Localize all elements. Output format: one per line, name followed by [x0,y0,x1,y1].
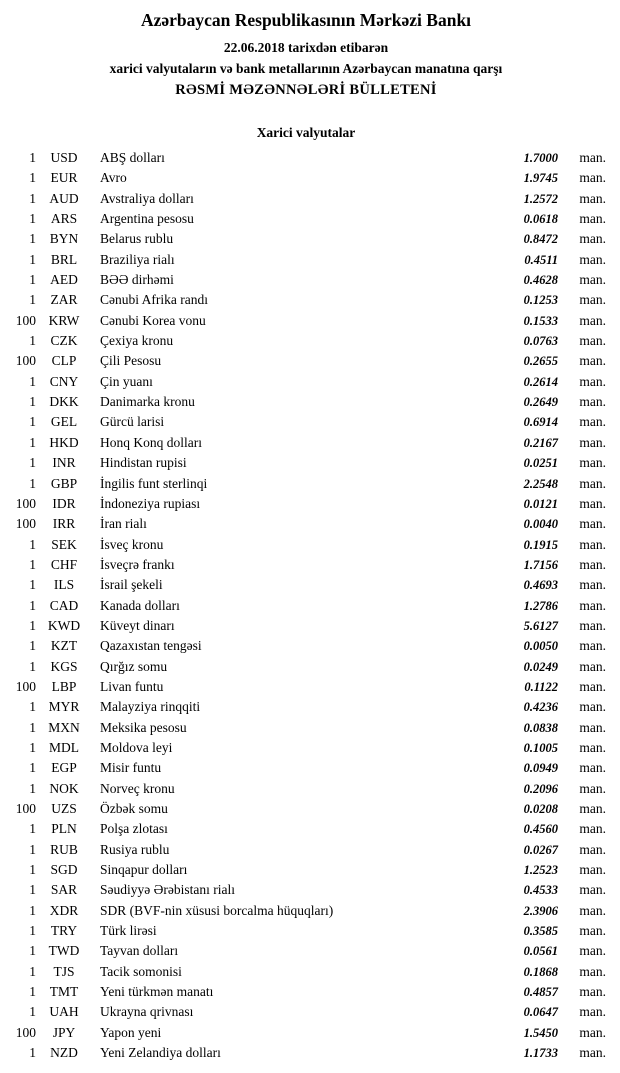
unit-label: man. [579,170,606,186]
header [6,10,606,99]
rate-value: 0.0249 [523,659,558,674]
quantity: 1 [29,1045,36,1061]
rate-value: 1.2523 [523,863,558,878]
rate-value: 0.4560 [523,822,558,837]
rate-row [6,697,606,717]
rate-row [6,270,606,290]
currency-name: İndoneziya rupiası [100,495,201,511]
quantity: 1 [29,739,36,755]
currency-code: GEL [50,414,78,430]
currency-code: IRR [52,516,76,532]
currency-name: İran rialı [100,516,147,532]
rate-value: 0.0267 [523,842,558,857]
rate-row [6,453,606,473]
rate-row [6,860,606,880]
currency-code: HKD [49,434,79,450]
unit-label: man. [579,353,606,369]
currency-name: Norveç kronu [100,780,175,796]
currency-name: Meksika pesosu [100,719,187,735]
unit-label: man. [579,841,606,857]
unit-label: man. [579,190,606,206]
rate-row [6,209,606,229]
rate-row [6,494,606,514]
quantity: 1 [29,902,36,918]
quantity: 1 [29,150,36,165]
unit-label: man. [579,617,606,633]
unit-label: man. [579,150,606,165]
rate-row [6,677,606,697]
currency-code: AUD [49,190,79,206]
currency-code: MXN [48,719,80,735]
currency-code: RUB [50,841,78,857]
unit-label: man. [579,658,606,674]
currency-name: Argentina pesosu [100,211,194,227]
currency-name: SDR (BVF-nin xüsusi borcalma hüquqları) [100,902,334,918]
rate-value: 0.4857 [523,985,558,1000]
unit-label: man. [579,333,606,349]
quantity: 1 [29,821,36,837]
currency-code: CNY [49,373,79,389]
rate-row [6,982,606,1002]
unit-label: man. [579,394,606,410]
rate-row [6,941,606,961]
rate-value: 0.0208 [523,802,558,816]
currency-name: Polşa zlotası [100,821,168,837]
rate-row [6,535,606,555]
currency-code: CHF [50,556,78,572]
quantity: 100 [15,353,36,369]
quantity: 1 [29,536,36,552]
currency-name: Misir funtu [100,760,162,776]
unit-label: man. [579,902,606,918]
currency-name: İsveç kronu [100,536,164,552]
rate-value: 0.2649 [523,395,558,410]
currency-code: ARS [50,211,78,227]
currency-name: Çili Pesosu [100,353,162,369]
rate-row [6,290,606,310]
rate-value: 1.7000 [523,151,558,165]
rate-value: 0.0561 [523,944,558,959]
rate-row [6,1023,606,1043]
currency-code: AED [50,272,78,288]
rate-row [6,514,606,534]
quantity: 1 [29,577,36,593]
quantity: 100 [15,1024,36,1040]
currency-code: UZS [51,801,77,816]
unit-label: man. [579,516,606,532]
quantity: 1 [29,699,36,715]
currency-code: TJS [53,963,75,979]
currency-code: EGP [51,760,77,776]
currency-name: Rusiya rublu [100,841,170,857]
currency-name: Yapon yeni [100,1024,162,1040]
rate-value: 0.6914 [523,415,558,430]
rate-value: 0.1253 [523,293,558,308]
rate-row [6,331,606,351]
rate-row [6,229,606,249]
rate-row [6,372,606,392]
currency-name: İsveçrə frankı [100,556,175,572]
rate-row [6,819,606,839]
currency-code: LBP [51,678,77,694]
currency-code: NZD [50,1045,78,1061]
quantity: 1 [29,475,36,491]
currency-code: KRW [48,312,80,328]
rate-value: 0.0040 [523,517,558,532]
rate-row [6,596,606,616]
rate-value: 1.1733 [523,1046,558,1061]
currency-code: SGD [50,862,78,878]
unit-label: man. [579,1045,606,1061]
unit-label: man. [579,760,606,776]
quantity: 1 [29,719,36,735]
currency-code: CAD [49,597,79,613]
currency-name: Livan funtu [100,678,164,694]
rate-value: 2.3906 [523,903,558,918]
rate-row [6,962,606,982]
quantity: 1 [29,170,36,186]
quantity: 1 [29,984,36,1000]
unit-label: man. [579,638,606,654]
unit-label: man. [579,882,606,898]
rate-value: 1.7156 [523,557,558,572]
rate-row [6,901,606,921]
unit-label: man. [579,211,606,227]
currency-code: MYR [48,699,80,715]
rate-value: 0.2655 [523,354,558,369]
currency-name: Danimarka kronu [100,394,195,410]
currency-code: INR [52,455,76,471]
section-title: Xarici valyutalar [256,125,356,140]
rate-row [6,250,606,270]
rate-value: 0.0050 [523,639,558,654]
currency-name: Avro [100,170,127,186]
rate-row [6,636,606,656]
currency-code: MDL [49,739,79,755]
subtitle: xarici valyutaların və bank metallarının Azərbaycan manatına qarşı [109,61,503,76]
rate-row [6,616,606,636]
unit-label: man. [579,292,606,308]
quantity: 1 [29,394,36,410]
currency-name: ABŞ dolları [100,150,165,165]
rate-value: 0.1533 [523,313,558,328]
rate-value: 1.2786 [523,598,558,613]
currency-code: KZT [50,638,78,654]
quantity: 1 [29,780,36,796]
unit-label: man. [579,272,606,288]
rate-value: 0.2167 [523,435,558,450]
unit-label: man. [579,373,606,389]
rate-value: 1.2572 [523,191,558,206]
rate-value: 0.0251 [523,456,558,471]
currency-name: Cənubi Afrika randı [100,292,208,308]
currency-code: JPY [52,1024,76,1040]
quantity: 100 [15,495,36,511]
unit-label: man. [579,536,606,552]
currency-name: Küveyt dinarı [100,617,175,633]
unit-label: man. [579,475,606,491]
unit-label: man. [579,984,606,1000]
unit-label: man. [579,699,606,715]
quantity: 1 [29,434,36,450]
rate-value: 0.4533 [523,883,558,898]
currency-name: Cənubi Korea vonu [100,312,206,328]
rate-row [6,1002,606,1022]
rate-row [6,351,606,371]
currency-code: KWD [47,617,81,633]
currency-code: KGS [50,658,78,674]
unit-label: man. [579,1004,606,1020]
currency-name: İngilis funt sterlinqi [100,475,208,491]
rate-value: 0.0838 [523,720,558,735]
rate-value: 0.0949 [523,761,558,776]
currency-name: Qırğız somu [100,658,168,674]
unit-label: man. [579,414,606,430]
rate-row [6,921,606,941]
rate-row [6,474,606,494]
currency-name: Malayziya rinqqiti [100,699,201,715]
currency-name: İsrail şekeli [100,577,163,593]
unit-label: man. [579,495,606,511]
rate-value: 0.4693 [523,578,558,593]
currency-name: BƏƏ dirhəmi [100,272,174,288]
unit-label: man. [579,251,606,267]
unit-label: man. [579,821,606,837]
currency-code: TRY [50,923,78,939]
quantity: 100 [15,312,36,328]
currency-code: TWD [48,943,80,959]
currency-name: Hindistan rupisi [100,455,187,471]
quantity: 1 [29,190,36,206]
currency-code: CLP [51,353,77,369]
quantity: 1 [29,251,36,267]
currency-name: Səudiyyə Ərəbistanı rialı [100,882,235,898]
rate-row [6,880,606,900]
unit-label: man. [579,719,606,735]
currency-code: ILS [53,577,75,593]
rate-row [6,189,606,209]
rate-row [6,392,606,412]
unit-label: man. [579,577,606,593]
bank-name: Azərbaycan Respublikasının Mərkəzi Bankı [140,10,472,30]
unit-label: man. [579,862,606,878]
currency-code: TMT [49,984,79,1000]
unit-label: man. [579,923,606,939]
bulletin-title: RƏSMİ MƏZƏNNƏLƏRİ BÜLLETENİ [175,82,437,98]
unit-label: man. [579,556,606,572]
currency-name: Çexiya kronu [100,333,174,349]
currency-name: Gürcü larisi [100,414,165,430]
currency-code: SAR [50,882,78,898]
rate-value: 0.0121 [523,496,558,511]
unit-label: man. [579,455,606,471]
quantity: 1 [29,211,36,227]
rate-value: 0.2614 [523,374,558,389]
unit-label: man. [579,312,606,328]
quantity: 1 [29,923,36,939]
rate-value: 1.9745 [523,171,558,186]
quantity: 1 [29,882,36,898]
quantity: 1 [29,231,36,247]
rate-value: 0.4511 [524,252,558,267]
unit-label: man. [579,231,606,247]
rate-row [6,412,606,432]
quantity: 1 [29,373,36,389]
unit-label: man. [579,1024,606,1040]
currency-name: Tacik somonisi [100,963,182,979]
currency-name: Ukrayna qrivnası [100,1004,194,1020]
unit-label: man. [579,597,606,613]
quantity: 1 [29,597,36,613]
quantity: 1 [29,638,36,654]
currency-name: Çin yuanı [100,373,153,389]
quantity: 1 [29,617,36,633]
currency-name: Braziliya rialı [100,251,175,267]
currency-code: GBP [50,475,78,491]
unit-label: man. [579,678,606,694]
rate-value: 0.0618 [523,212,558,227]
rate-row [6,758,606,778]
quantity: 1 [29,760,36,776]
rate-value: 0.1005 [523,740,558,755]
rate-row [6,555,606,575]
currency-name: Avstraliya dolları [100,190,194,206]
rate-row [6,311,606,331]
rate-value: 0.0647 [523,1005,558,1020]
effective-date: 22.06.2018 tarixdən etibarən [223,40,389,55]
rate-row [6,840,606,860]
quantity: 1 [29,556,36,572]
rate-row [6,799,606,819]
quantity: 100 [15,678,36,694]
currency-code: USD [50,150,78,165]
rate-row [6,657,606,677]
quantity: 1 [29,943,36,959]
quantity: 1 [29,455,36,471]
rate-row [6,168,606,188]
rate-value: 0.1122 [524,679,558,694]
quantity: 1 [29,862,36,878]
currency-code: IDR [52,495,76,511]
currency-name: Türk lirəsi [100,923,157,939]
currency-name: Özbək somu [100,801,168,816]
quantity: 1 [29,414,36,430]
currency-name: Qazaxıstan tengəsi [100,638,202,654]
rate-value: 0.4628 [523,273,558,288]
currency-code: SEK [51,536,77,552]
quantity: 1 [29,292,36,308]
rate-value: 0.0763 [523,334,558,349]
unit-label: man. [579,801,606,816]
quantity: 100 [15,516,36,532]
unit-label: man. [579,780,606,796]
currency-name: Yeni Zelandiya dolları [100,1045,221,1061]
currency-name: Moldova leyi [100,739,173,755]
quantity: 1 [29,658,36,674]
rate-row [6,779,606,799]
unit-label: man. [579,963,606,979]
rate-row [6,575,606,595]
rate-row [6,1043,606,1063]
currency-code: DKK [49,394,79,410]
rate-value: 0.4236 [523,700,558,715]
rate-value: 0.3585 [523,924,558,939]
unit-label: man. [579,739,606,755]
rate-value: 0.1868 [523,964,558,979]
rate-value: 0.8472 [523,232,558,247]
currency-name: Sinqapur dolları [100,862,188,878]
quantity: 1 [29,963,36,979]
rate-row [6,718,606,738]
unit-label: man. [579,434,606,450]
currency-code: XDR [49,902,79,918]
currency-name: Tayvan dolları [100,943,179,959]
currency-name: Kanada dolları [100,597,180,613]
quantity: 1 [29,333,36,349]
quantity: 1 [29,841,36,857]
rate-value: 5.6127 [523,618,558,633]
currency-code: UAH [49,1004,79,1020]
currency-code: BRL [50,251,78,267]
rates-table [6,148,606,1063]
rate-value: 2.2548 [523,476,558,491]
rate-value: 1.5450 [523,1025,558,1040]
currency-code: PLN [51,821,77,837]
quantity: 1 [29,1004,36,1020]
quantity: 1 [29,272,36,288]
currency-name: Belarus rublu [100,231,174,247]
rate-value: 0.1915 [523,537,558,552]
currency-code: CZK [50,333,78,349]
currency-code: BYN [49,231,79,247]
rate-row [6,738,606,758]
currency-code: ZAR [50,292,78,308]
rate-row [6,433,606,453]
currency-name: Yeni türkmən manatı [100,984,214,1000]
rate-row [6,148,606,168]
rate-value: 0.2096 [523,781,558,796]
currency-name: Honq Konq dolları [100,434,202,450]
currency-code: NOK [49,780,79,796]
quantity: 100 [15,801,36,816]
currency-code: EUR [50,170,78,186]
unit-label: man. [579,943,606,959]
